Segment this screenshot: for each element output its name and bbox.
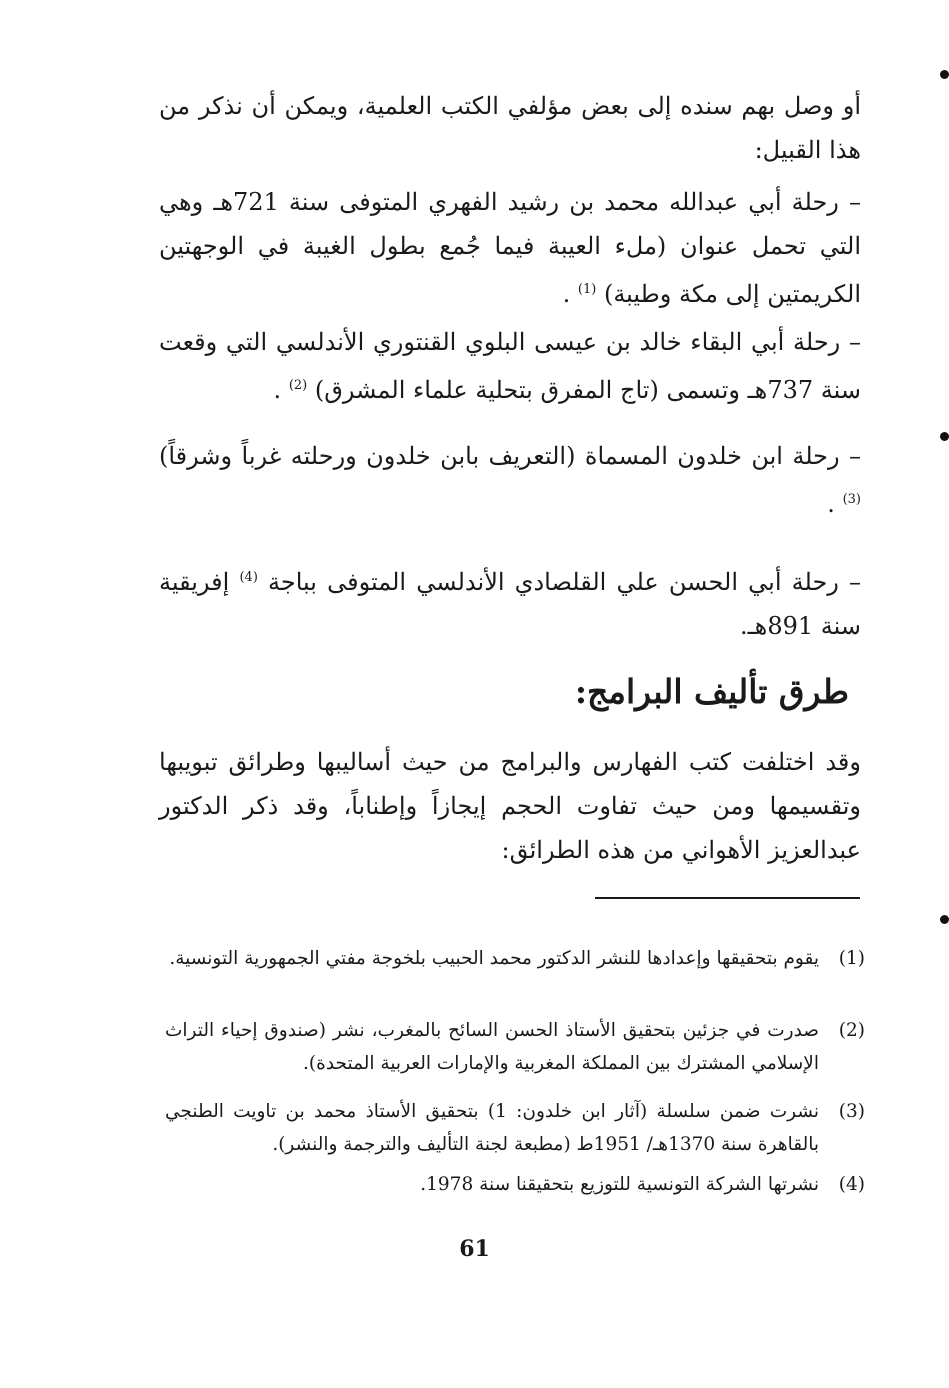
period: . — [827, 490, 835, 518]
binding-mark — [940, 70, 949, 79]
page-number: 61 — [459, 1236, 490, 1262]
footnote-ref: (2) — [288, 378, 308, 393]
footnote-ref: (4) — [239, 570, 258, 585]
footnote-number: (1) — [838, 948, 865, 969]
footnote-separator — [595, 897, 860, 899]
list-item-rihla-ibn-khaldun — [159, 434, 861, 526]
method-paragraph: وقد اختلفت كتب الفهارس والبرامج من حيث أساليبها وطرائق تبويبها وتقسيمها ومن حيث تفاوت الحجم إيجازاً وإطناباً، وقد ذكر الدكتور عبدالعزيز الأهواني من هذه الطرائق: — [159, 748, 861, 864]
footnote-3 — [165, 1095, 865, 1161]
list-item-text: – رحلة ابن خلدون المسماة (التعريف بابن خلدون ورحلته غرباً وشرقاً) — [159, 442, 861, 470]
list-item-text: – رحلة أبي البقاء خالد بن عيسى البلوي القنتوري الأندلسي التي وقعت سنة 737هـ وتسمى (تاج المفرق بتحلية علماء المشرق) — [159, 328, 861, 404]
footnote-text: يقوم بتحقيقها وإعدادها للنشر الدكتور محمد الحبيب بلخوجة مفتي الجمهورية التونسية. — [169, 948, 819, 969]
footnote-1 — [165, 942, 865, 975]
list-item-rihla-ibn-rashid — [159, 180, 861, 316]
binding-mark — [940, 432, 949, 441]
list-item-rihla-qalasadi — [159, 556, 861, 648]
list-item-text: – رحلة أبي الحسن علي القلصادي الأندلسي المتوفى بباجة — [268, 568, 861, 596]
intro-text: أو وصل بهم سنده إلى بعض مؤلفي الكتب العلمية، ويمكن أن نذكر من هذا القبيل: — [159, 92, 861, 164]
footnote-number: (3) — [838, 1101, 865, 1122]
footnote-ref: (3) — [842, 492, 861, 507]
footnote-2 — [165, 1014, 865, 1080]
footnote-number: (4) — [838, 1174, 865, 1195]
period: . — [562, 280, 571, 308]
binding-mark — [940, 915, 949, 924]
list-item-text-continued: إفريقية سنة 891هـ. — [159, 568, 861, 640]
footnote-4 — [165, 1168, 865, 1201]
footnote-ref: (1) — [577, 282, 597, 297]
intro-paragraph — [159, 84, 861, 172]
footnote-text: نشرتها الشركة التونسية للتوزيع بتحقيقنا سنة 1978. — [420, 1174, 819, 1195]
list-item-rihla-balawi — [159, 320, 861, 412]
period: . — [273, 376, 282, 404]
list-item-text: – رحلة أبي عبدالله محمد بن رشيد الفهري المتوفى سنة 721هـ وهي التي تحمل عنوان (ملء العيبة فيما جُمع بطول الغيبة في الوجهتين الكريمتين إلى مكة وطيبة) — [159, 188, 861, 308]
footnote-number: (2) — [838, 1020, 865, 1041]
section-heading: طرق تأليف البرامج: — [574, 672, 849, 711]
footnote-text: صدرت في جزئين بتحقيق الأستاذ الحسن السائح بالمغرب، نشر (صندوق إحياء التراث الإسلامي المشترك بين المملكة المغربية والإمارات العربية المتحدة). — [165, 1020, 819, 1074]
footnote-text: نشرت ضمن سلسلة (آثار ابن خلدون: 1) بتحقيق الأستاذ محمد بن تاويت الطنجي بالقاهرة سنة 1370هـ/ 1951ط (مطبعة لجنة التأليف والترجمة والنشر). — [165, 1101, 819, 1155]
